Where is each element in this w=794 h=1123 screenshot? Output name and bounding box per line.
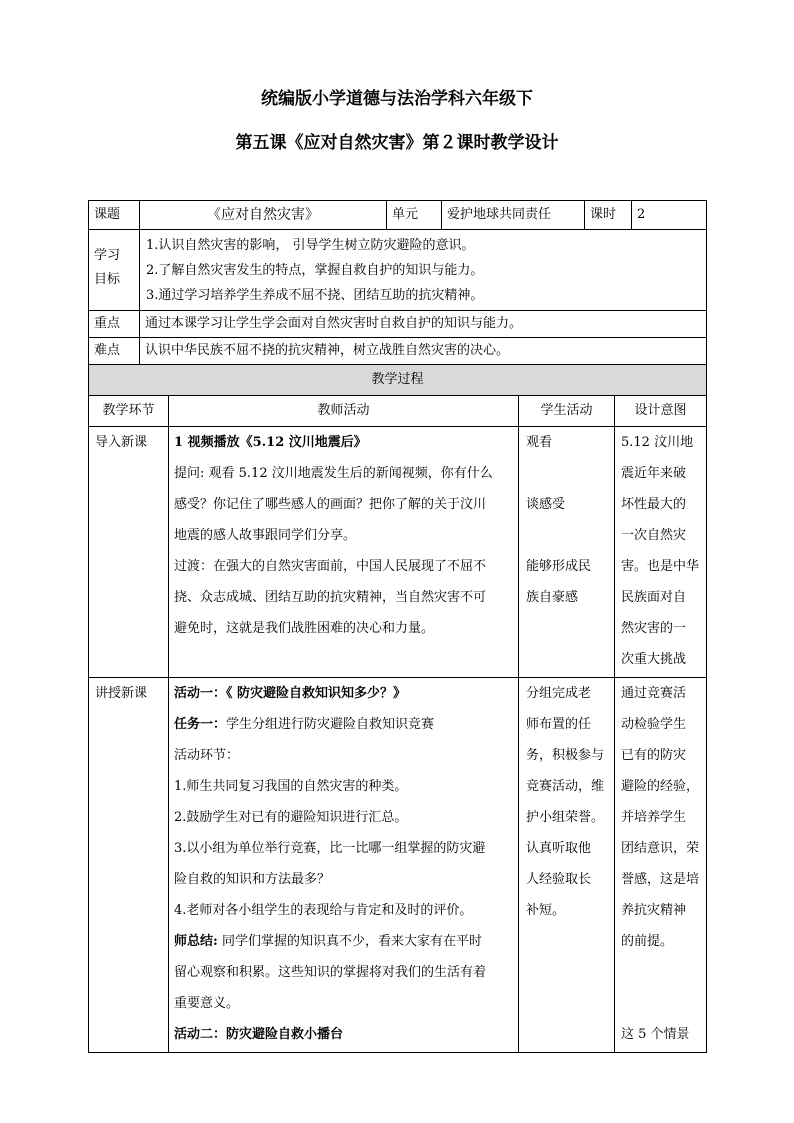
difficulty-label: 难点	[88, 337, 140, 365]
teacher-line-label: 任务一：	[174, 717, 227, 732]
student-line: 护小组荣誉。	[526, 810, 605, 825]
teacher-line: 3.以小组为单位举行竞赛，比一比哪一组掌握的防灾避	[174, 841, 486, 856]
intent-line: 坏性最大的	[621, 497, 687, 512]
row2-stage-text: 讲授新课	[95, 686, 148, 701]
row2-student	[518, 677, 615, 1053]
intent-line	[621, 988, 700, 1019]
teacher-line: 4.老师对各小组学生的表现给与肯定和及时的评价。	[174, 903, 473, 918]
goals-label-line-2: 目标	[94, 272, 121, 287]
teacher-line: 挠、众志成城、团结互助的抗灾精神，当自然灾害不可	[174, 590, 487, 605]
student-line: 族自豪感	[526, 590, 579, 605]
student-line: 师布置的任	[526, 717, 592, 732]
intent-line: 的前提。	[621, 934, 674, 949]
intent-line: 誉感，这是培	[621, 872, 700, 887]
student-line: 谈感受	[526, 497, 566, 512]
teacher-line: 1 视频播放《5.12 汶川地震后》	[174, 435, 367, 450]
row1-intent	[614, 426, 707, 678]
period-label: 课时	[584, 200, 632, 230]
row1-student	[518, 426, 615, 678]
goal-item: 3.通过学习培养学生养成不屈不挠、团结互助的抗灾精神。	[146, 288, 484, 303]
row1-teacher	[168, 426, 519, 678]
teacher-line: 活动一：《 防灾避险自救知识知多少？》	[174, 686, 407, 701]
intent-line: 次重大挑战	[621, 652, 687, 667]
intent-line: 然灾害的一	[621, 621, 687, 636]
goals-content	[139, 229, 707, 311]
unit-value: 爱护地球共同责任	[441, 200, 585, 230]
teacher-line: 留心观察和积累。这些知识的掌握将对我们的生活有着	[174, 965, 487, 980]
intent-line: 养抗灾精神	[621, 903, 687, 918]
document-subtitle: 第五课《应对自然灾害》第２课时教学设计	[235, 133, 559, 153]
teacher-line: 活动环节：	[174, 748, 240, 763]
teacher-line: 过渡：在强大的自然灾害面前，中国人民展现了不屈不	[174, 559, 487, 574]
intent-line: 并培养学生	[621, 810, 687, 825]
row2-stage	[88, 677, 169, 1053]
document-title: 统编版小学道德与法治学科六年级下	[261, 89, 533, 109]
teacher-line: 1.师生共同复习我国的自然灾害的种类。	[174, 779, 408, 794]
process-header: 教学过程	[88, 364, 707, 396]
student-line: 分组完成老	[526, 686, 592, 701]
intent-line: 5.12 汶川地	[621, 435, 694, 450]
student-line: 人经验取长	[526, 872, 592, 887]
intent-line: 民族面对自	[621, 590, 687, 605]
key-point-label: 重点	[88, 310, 140, 338]
key-point-value: 通过本课学习让学生学会面对自然灾害时自救自护的知识与能力。	[139, 310, 707, 338]
goals-label-line-1: 学习	[94, 248, 121, 263]
unit-label: 单元	[386, 200, 442, 230]
teacher-line: 提问: 观看 5.12 汶川地震发生后的新闻视频，你有什么	[174, 466, 493, 481]
student-line: 竞赛活动，维	[526, 779, 605, 794]
intent-line: 震近年来破	[621, 466, 687, 481]
difficulty-value: 认识中华民族不屈不挠的抗灾精神，树立战胜自然灾害的决心。	[139, 337, 707, 365]
topic-label: 课题	[88, 200, 140, 230]
teacher-line: 感受？你记住了哪些感人的画面？把你了解的关于汶川	[174, 497, 487, 512]
student-line: 补短。	[526, 903, 566, 918]
student-line	[526, 520, 607, 551]
column-header-student: 学生活动	[518, 395, 615, 427]
intent-line: 通过竞赛活	[621, 686, 687, 701]
column-header-teacher: 教师活动	[168, 395, 519, 427]
intent-line: 团结意识，荣	[621, 841, 700, 856]
period-value: 2	[631, 200, 707, 230]
teacher-line: 重要意义。	[174, 996, 240, 1011]
intent-line: 已有的防灾	[621, 748, 687, 763]
student-line: 认真听取他	[526, 841, 592, 856]
intent-line: 这 5 个情景	[621, 1027, 690, 1042]
teacher-line-label: 师总结:	[174, 934, 218, 949]
teacher-line: 任务一：学生分组进行防灾避险自救知识竞赛	[174, 717, 435, 732]
teacher-line: 避免时，这就是我们战胜困难的决心和力量。	[174, 621, 435, 636]
teacher-line: 险自救的知识和方法最多？	[174, 872, 331, 887]
student-line: 观看	[526, 435, 553, 450]
intent-line: 避险的经验，	[621, 779, 700, 794]
student-line: 能够形成民	[526, 559, 592, 574]
intent-line	[621, 957, 700, 988]
intent-line: 害。也是中华	[621, 559, 700, 574]
teacher-line: 2.鼓励学生对已有的避险知识进行汇总。	[174, 810, 408, 825]
goal-item: 2.了解自然灾害发生的特点，掌握自救自护的知识与能力。	[146, 263, 484, 278]
row1-stage	[88, 426, 169, 678]
teacher-line: 活动二：防灾避险自救小播台	[174, 1027, 344, 1042]
column-header-intent: 设计意图	[614, 395, 707, 427]
student-line	[526, 458, 607, 489]
intent-line: 一次自然灾	[621, 528, 687, 543]
row2-teacher	[168, 677, 519, 1053]
row2-intent	[614, 677, 707, 1053]
column-header-stage: 教学环节	[88, 395, 169, 427]
topic-value: 《应对自然灾害》	[139, 200, 387, 230]
row1-stage-text: 导入新课	[95, 435, 148, 450]
teacher-line: 师总结: 同学们掌握的知识真不少，看来大家有在平时	[174, 934, 482, 949]
goals-label	[88, 229, 140, 311]
student-line: 务，积极参与	[526, 748, 605, 763]
intent-line: 动检验学生	[621, 717, 687, 732]
goal-item: 1.认识自然灾害的影响， 引导学生树立防灾避险的意识。	[146, 238, 475, 253]
teacher-line: 地震的感人故事跟同学们分享。	[174, 528, 357, 543]
